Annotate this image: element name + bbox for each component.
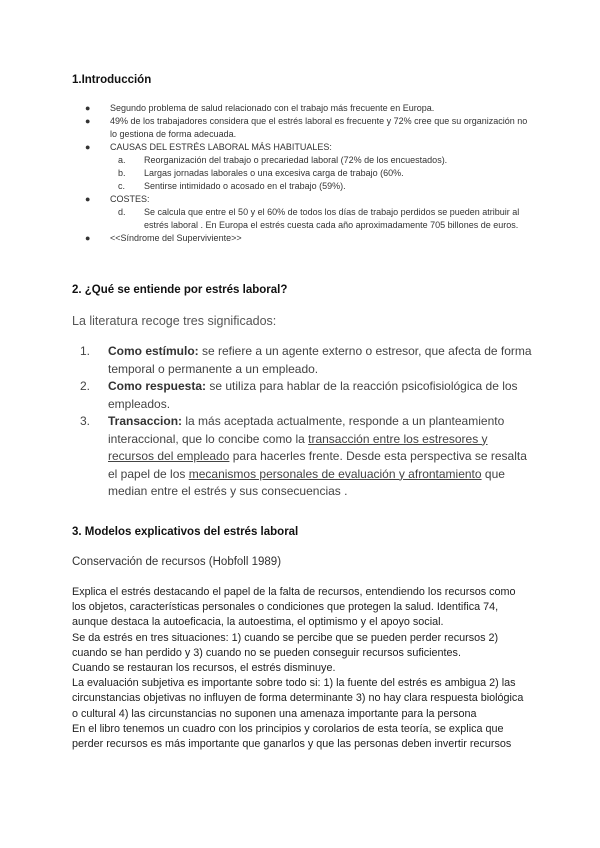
list-item: 3. Transaccion: la más aceptada actualmente, responde a un planteamiento interaccional, que lo concibe como la transacción entre los estresores y recursos del empleado para hacerles frente. Desde esta perspectiva se resalta el papel de los mecanismos personales de evaluación y afrontamiento que median entre el estrés y sus consecuencias . [80, 414, 527, 498]
definition-ordered-list [72, 343, 532, 501]
list-item: 2. Como respuesta: se utiliza para hablar de la reacción psicofisiológica de los empleados. [80, 379, 518, 411]
list-item: ● CAUSAS DEL ESTRÉS LABORAL MÁS HABITUALES: [85, 142, 332, 152]
list-item: ● 49% de los trabajadores considera que el estrés laboral es frecuente y 72% cree que su organización no lo gestiona de forma adecuada. [85, 116, 528, 139]
sub-list-item: c. Sentirse intimidado o acosado en el trabajo (59%). [118, 181, 346, 191]
section-title-definicion: 2. ¿Qué se entiende por estrés laboral? [72, 284, 288, 296]
paragraph: En el libro tenemos un cuadro con los principios y corolarios de esta teoría, se explica que perder recursos es más importante que ganarlos y que las personas deben invertir recursos [72, 722, 512, 751]
underlined-text: transacción entre los estresores y recursos del empleado [108, 431, 488, 463]
underlined-text: mecanismos personales de evaluación y afrontamiento [188, 466, 482, 481]
list-item: 1. Como estímulo: se refiere a un agente externo o estresor, que afecta de forma temporal o permanente a un empleado. [80, 344, 532, 376]
model-subtitle: Conservación de recursos (Hobfoll 1989) [72, 556, 282, 568]
model-description [72, 585, 532, 752]
bullet-icon: ● [85, 103, 91, 113]
definition-lead: La literatura recoge tres significados: [72, 314, 277, 328]
sub-list-item: d. Se calcula que entre el 50 y el 60% de todos los días de trabajo perdidos se pueden atribuir al estrés laboral . En Europa el estrés cuesta cada año aproximadamente 705 billones de euros. [118, 207, 520, 230]
intro-bullet-list [72, 102, 532, 245]
paragraph: La evaluación subjetiva es importante sobre todo si: 1) la fuente del estrés es ambigua 2) las circunstancias objetivas no influyen de forma determinante 3) no hay clara respuesta biológica o cultural 4) las circunstancias no suponen una amenaza importante para la persona [72, 677, 524, 720]
list-item: ● <<Síndrome del Superviviente>> [85, 233, 242, 243]
paragraph: Cuando se restauran los recursos, el estrés disminuye. [72, 662, 336, 675]
paragraph: Se da estrés en tres situaciones: 1) cuando se percibe que se pueden perder recursos 2) cuando se han perdido y 3) cuando no se pueden conseguir recursos suficientes. [72, 631, 499, 659]
sub-list-item: a. Reorganización del trabajo o precariedad laboral (72% de los encuestados). [118, 155, 448, 165]
list-item: ● COSTES: [85, 194, 150, 204]
paragraph: Explica el estrés destacando el papel de la falta de recursos, entendiendo los recursos como los objetos, características personales o condiciones que protegen la salud. Identifica 74, aunque destaca la autoeficacia, la autoestima, el optimismo y el apoyo social. [72, 586, 516, 629]
bullet-icon: ● [85, 233, 91, 243]
list-item: ● Segundo problema de salud relacionado con el trabajo más frecuente en Europa. [85, 103, 435, 113]
section-title-modelos: 3. Modelos explicativos del estrés laboral [72, 526, 299, 538]
sub-list-item: b. Largas jornadas laborales o una excesiva carga de trabajo (60%. [118, 168, 404, 178]
section-title-introduccion: 1.Introducción [72, 74, 152, 86]
bullet-icon: ● [85, 142, 91, 152]
bullet-icon: ● [85, 116, 91, 126]
bullet-icon: ● [85, 194, 91, 204]
